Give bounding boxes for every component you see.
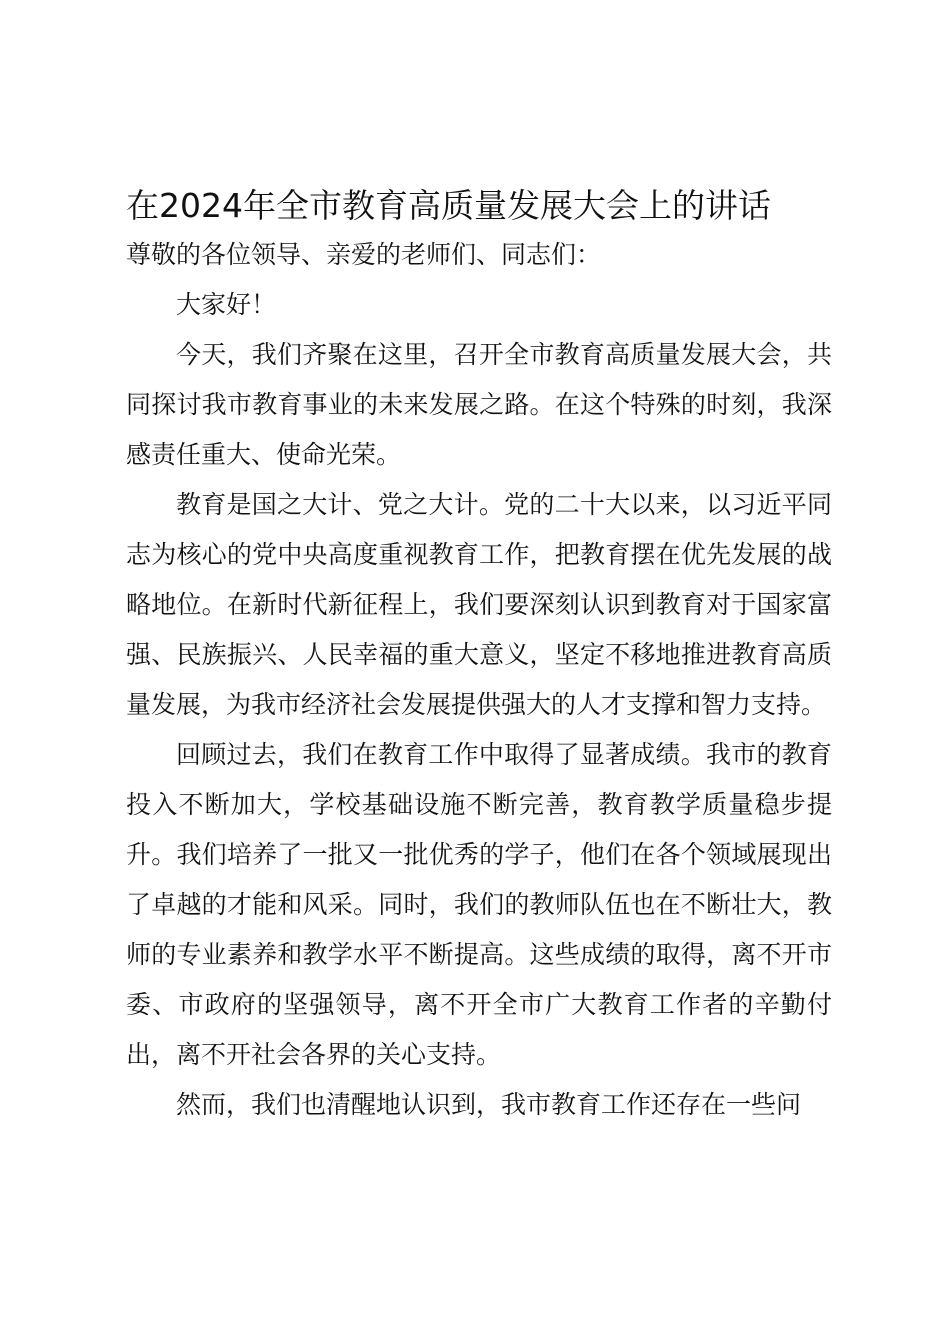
salutation: 尊敬的各位领导、亲爱的老师们、同志们：: [126, 240, 602, 269]
paragraph-significance: 教育是国之大计、党之大计。党的二十大以来，以习近平同志为核心的党中央高度重视教育工作，把教育摆在优先发展的战略地位。在新时代新征程上，我们要深刻认识到教育对于国家富强、民族振兴、人民幸福的重大意义，坚定不移地推进教育高质量发展，为我市经济社会发展提供强大的人才支撑和智力支持。: [126, 490, 832, 719]
paragraph-greeting: 大家好！: [176, 290, 277, 319]
paragraph-problems: 然而，我们也清醒地认识到，我市教育工作还存在一些问: [176, 1090, 802, 1119]
document-body: [126, 230, 832, 1130]
paragraph-opening: 今天，我们齐聚在这里，召开全市教育高质量发展大会，共同探讨我市教育事业的未来发展之路。在这个特殊的时刻，我深感责任重大、使命光荣。: [126, 340, 832, 469]
document-title: 在2024年全市教育高质量发展大会上的讲话: [126, 186, 771, 225]
paragraph-review: 回顾过去，我们在教育工作中取得了显著成绩。我市的教育投入不断加大，学校基础设施不断完善，教育教学质量稳步提升。我们培养了一批又一批优秀的学子，他们在各个领域展现出了卓越的才能和风采。同时，我们的教师队伍也在不断壮大，教师的专业素养和教学水平不断提高。这些成绩的取得，离不开市委、市政府的坚强领导，离不开全市广大教育工作者的辛勤付出，离不开社会各界的关心支持。: [126, 740, 832, 1069]
